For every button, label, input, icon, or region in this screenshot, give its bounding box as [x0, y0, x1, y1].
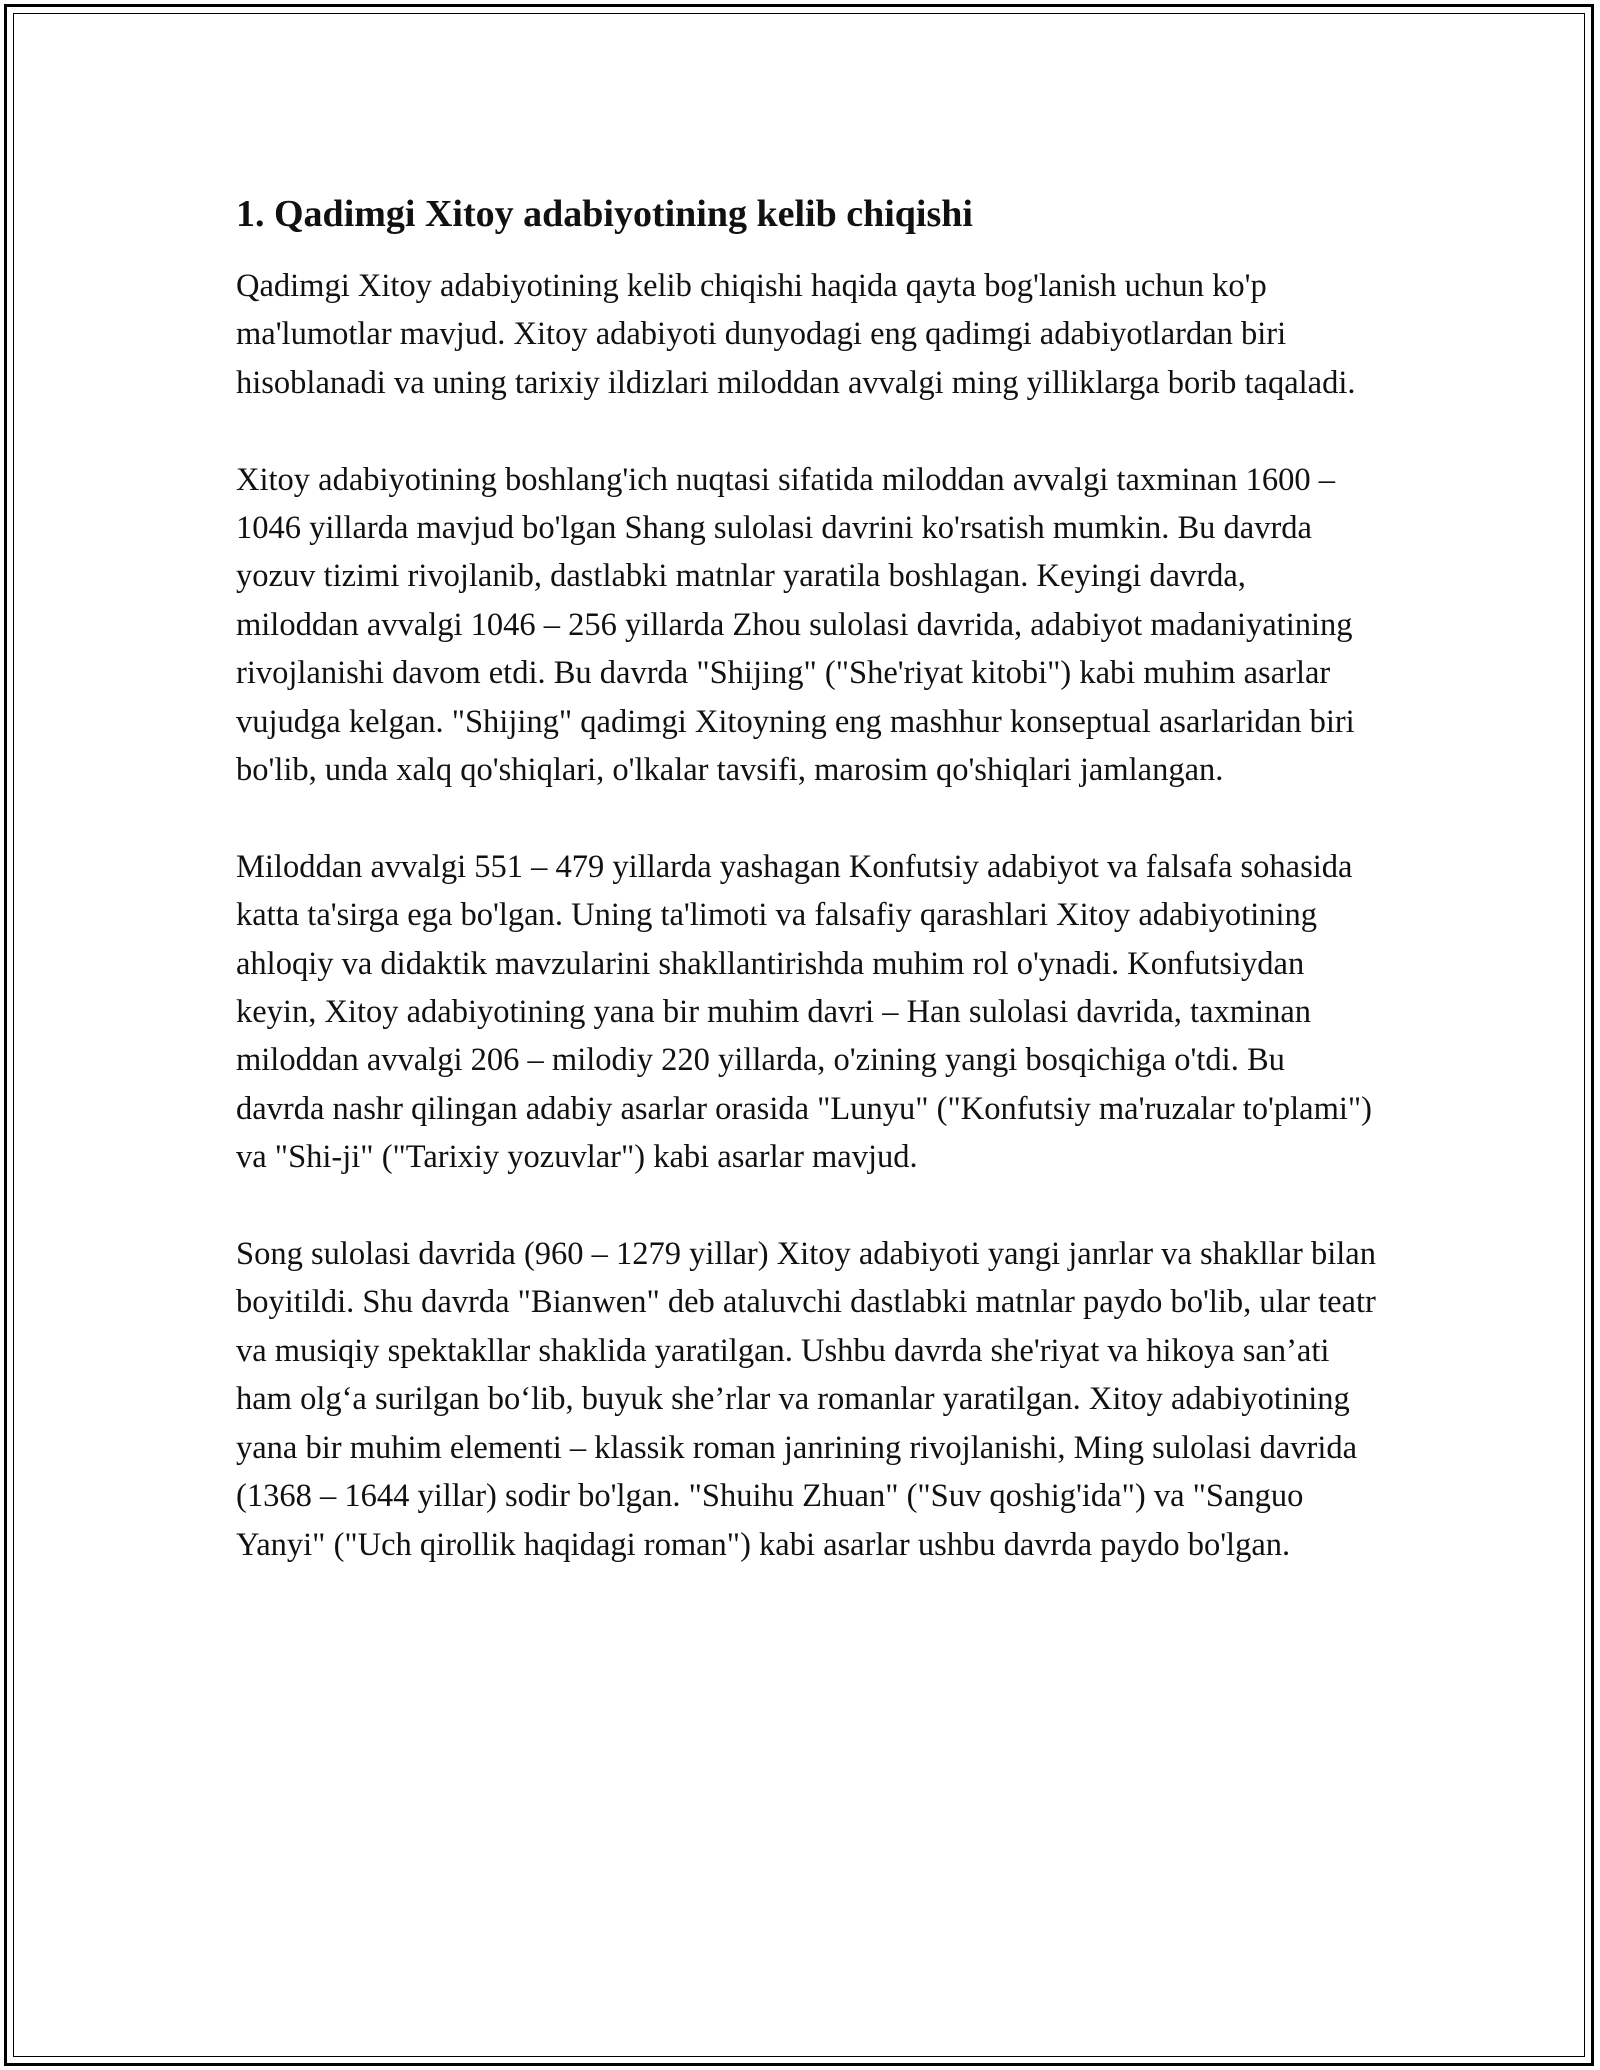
- paragraph-1: Qadimgi Xitoy adabiyotining kelib chiqishi haqida qayta bog'lanish uchun ko'p ma'lumotlar mavjud. Xitoy adabiyoti dunyodagi eng qadimgi adabiyotlardan biri hisoblanadi va uning tarixiy ildizlari miloddan avvalgi ming yilliklarga borib taqaladi.: [236, 268, 1356, 401]
- paragraph-2: Xitoy adabiyotining boshlang'ich nuqtasi sifatida miloddan avvalgi taxminan 1600 – 1046 yillarda mavjud bo'lgan Shang sulolasi davrini ko'rsatish mumkin. Bu davrda yozuv tizimi rivojlanib, dastlabki matnlar yaratila boshlagan. Keyingi davrda, miloddan avvalgi 1046 – 256 yillarda Zhou sulolasi davrida, adabiyot madaniyatining rivojlanishi davom etdi. Bu davrda "Shijing" ("She'riyat kitobi") kabi muhim asarlar vujudga kelgan. "Shijing" qadimgi Xitoyning eng mashhur konseptual asarlaridan biri bo'lib, unda xalq qo'shiqlari, o'lkalar tavsifi, marosim qo'shiqlari jamlangan.: [236, 461, 1355, 789]
- paragraph-4: Song sulolasi davrida (960 – 1279 yillar) Xitoy adabiyoti yangi janrlar va shakllar bilan boyitildi. Shu davrda "Bianwen" deb ataluvchi dastlabki matnlar paydo bo'lib, ular teatr va musiqiy spektakllar shaklida yaratilgan. Ushbu davrda she'riyat va hikoya san’ati ham olg‘a surilgan bo‘lib, buyuk she’rlar va romanlar yaratilgan. Xitoy adabiyotining yana bir muhim elementi – klassik roman janrining rivojlanishi, Ming sulolasi davrida (1368 – 1644 yillar) sodir bo'lgan. "Shuihu Zhuan" ("Suv qoshig'ida") va "Sanguo Yanyi" ("Uch qirollik haqidagi roman") kabi asarlar ushbu davrda paydo bo'lgan.: [236, 1236, 1376, 1563]
- document-body: [236, 186, 1376, 1617]
- paragraph-3: Miloddan avvalgi 551 – 479 yillarda yashagan Konfutsiy adabiyot va falsafa sohasida katta ta'sirga ega bo'lgan. Uning ta'limoti va falsafiy qarashlari Xitoy adabiyotining ahloqiy va didaktik mavzularini shakllantirishda muhim rol o'ynadi. Konfutsiydan keyin, Xitoy adabiyotining yana bir muhim davri – Han sulolasi davrida, taxminan miloddan avvalgi 206 – milodiy 220 yillarda, o'zining yangi bosqichiga o'tdi. Bu davrda nashr qilingan adabiy asarlar orasida "Lunyu" ("Konfutsiy ma'ruzalar to'plami") va "Shi-ji" ("Tarixiy yozuvlar") kabi asarlar mavjud.: [236, 848, 1373, 1176]
- section-title: 1. Qadimgi Xitoy adabiyotining kelib chiqishi: [236, 193, 973, 235]
